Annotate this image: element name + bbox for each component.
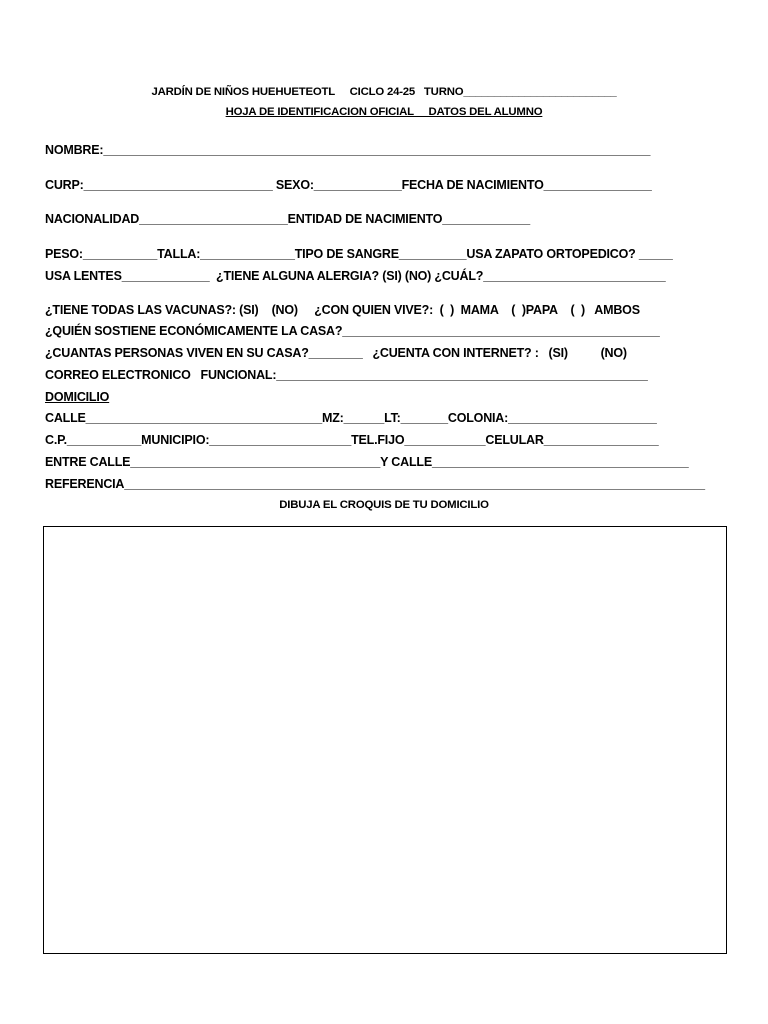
field-vacunas-vive[interactable]: ¿TIENE TODAS LAS VACUNAS?: (SI) (NO) ¿CON QUIEN VIVE?: ( ) MAMA ( )PAPA ( ) AMBOS — [45, 303, 640, 317]
domicilio-heading: DOMICILIO — [45, 390, 110, 404]
header-school-line: JARDÍN DE NIÑOS HUEHUETEOTL CICLO 24-25 TURNO_________________________ — [151, 86, 617, 98]
croquis-title: DIBUJA EL CROQUIS DE TU DOMICILIO — [279, 499, 489, 511]
field-referencia[interactable]: REFERENCIA______________________________________________________________________________________ — [45, 477, 705, 491]
field-nombre[interactable]: NOMBRE:_________________________________________________________________________________ — [45, 143, 651, 157]
field-nacionalidad-entidad[interactable]: NACIONALIDAD______________________ENTIDAD DE NACIMIENTO_____________ — [45, 212, 531, 226]
header-title-line: HOJA DE IDENTIFICACION OFICIAL DATOS DEL ALUMNO — [225, 106, 543, 118]
field-lentes-alergia[interactable]: USA LENTES_____________ ¿TIENE ALGUNA ALERGIA? (SI) (NO) ¿CUÁL?___________________________ — [45, 269, 666, 283]
field-personas-internet[interactable]: ¿CUANTAS PERSONAS VIVEN EN SU CASA?________ ¿CUENTA CON INTERNET? : (SI) (NO) — [45, 346, 627, 360]
croquis-drawing-box[interactable] — [43, 526, 727, 954]
field-cp-municipio-tel-celular[interactable]: C.P.___________MUNICIPIO:_____________________TEL.FIJO____________CELULAR_________________ — [45, 433, 659, 447]
field-entre-calle[interactable]: ENTRE CALLE_____________________________________Y CALLE______________________________________ — [45, 455, 689, 469]
field-correo[interactable]: CORREO ELECTRONICO FUNCIONAL:_______________________________________________________ — [45, 368, 648, 382]
field-calle-mz-lt-colonia[interactable]: CALLE___________________________________MZ:______LT:_______COLONIA:______________________ — [45, 411, 657, 425]
field-sostiene-casa[interactable]: ¿QUIÉN SOSTIENE ECONÓMICAMENTE LA CASA?_______________________________________________ — [45, 324, 660, 338]
field-peso-talla-sangre-zapato[interactable]: PESO:___________TALLA:______________TIPO DE SANGRE__________USA ZAPATO ORTOPEDICO? _____ — [45, 247, 673, 261]
field-curp-sexo-fecha[interactable]: CURP:____________________________ SEXO:_____________FECHA DE NACIMIENTO________________ — [45, 178, 652, 192]
